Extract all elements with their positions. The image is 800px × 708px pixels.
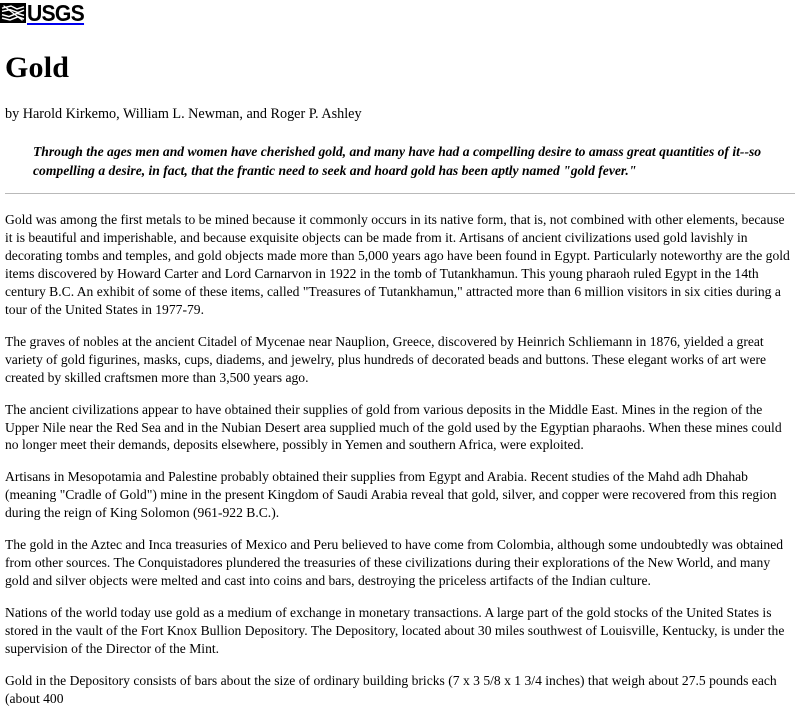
body-paragraph: Artisans in Mesopotamia and Palestine probably obtained their supplies from Egypt and Arabia. Recent studies of the Mahd adh Dhahab (meaning "Cradle of Gold") mine in the present Kingdom of Saudi Arabia reveal that gold, silver, and copper were recovered from this region during the reign of King Solomon (961-922 B.C.). <box>5 469 777 521</box>
body-paragraph: The gold in the Aztec and Inca treasuries of Mexico and Peru believed to have come from Colombia, although some undoubtedly was obtained from other sources. The Conquistadores plundered the treasuries of these civilizations during their explorations of the New World, and many gold and silver objects were melted and cast into coins and bars, destroying the priceless artifacts of the Indian culture. <box>5 537 784 589</box>
usgs-banner <box>0 0 800 28</box>
usgs-wordmark: USGS <box>27 0 85 26</box>
article-byline: by Harold Kirkemo, William L. Newman, and Roger P. Ashley <box>5 105 362 122</box>
usgs-wave-mark-icon <box>0 3 26 23</box>
body-paragraph: Gold in the Depository consists of bars about the size of ordinary building bricks (7 x 3 5/8 x 1 3/4 inches) that weigh about 27.5 pounds each (about 400 <box>5 672 777 706</box>
body-paragraph: Gold was among the first metals to be mined because it commonly occurs in its native form, that is, not combined with other elements, because it is beautiful and imperishable, and because exquisite objects can be made from it. Artisans of ancient civilizations used gold lavishly in decorating tombs and temples, and gold objects made more than 5,000 years ago have been found in Egypt. Particularly noteworthy are the gold items discovered by Howard Carter and Lord Carnarvon in 1922 in the tomb of Tutankhamun. This young pharaoh ruled Egypt in the 14th century B.C. An exhibit of some of these items, called "Treasures of Tutankhamun," attracted more than 6 million visitors in six cities during a tour of the United States in 1977-79. <box>5 212 790 317</box>
body-paragraph: The ancient civilizations appear to have obtained their supplies of gold from various deposits in the Middle East. Mines in the region of the Upper Nile near the Red Sea and in the Nubian Desert area supplied much of the gold used by the Egyptian pharaohs. When these mines could no longer meet their demands, deposits elsewhere, possibly in Yemen and southern Africa, were exploited. <box>5 401 782 453</box>
usgs-logo-link[interactable] <box>0 2 89 24</box>
article-content <box>0 52 800 708</box>
page-title: Gold <box>5 51 70 84</box>
article-pull-quote: Through the ages men and women have cherished gold, and many have had a compelling desire to amass great quantities of it--so compelling a desire, in fact, that the frantic need to seek and hoard gold has been aptly named "gold fever." <box>33 143 762 178</box>
body-paragraph: The graves of nobles at the ancient Citadel of Mycenae near Nauplion, Greece, discovered by Heinrich Schliemann in 1876, yielded a great variety of gold figurines, masks, cups, diadems, and jewelry, plus hundreds of decorated beads and buttons. These elegant works of art were created by skilled craftsmen more than 3,500 years ago. <box>5 333 767 385</box>
body-paragraph: Nations of the world today use gold as a medium of exchange in monetary transactions. A large part of the gold stocks of the United States is stored in the vault of the Fort Knox Bullion Depository. The Depository, located about 30 miles southwest of Louisville, Kentucky, is under the supervision of the Director of the Mint. <box>5 605 785 656</box>
horizontal-divider <box>5 193 795 194</box>
